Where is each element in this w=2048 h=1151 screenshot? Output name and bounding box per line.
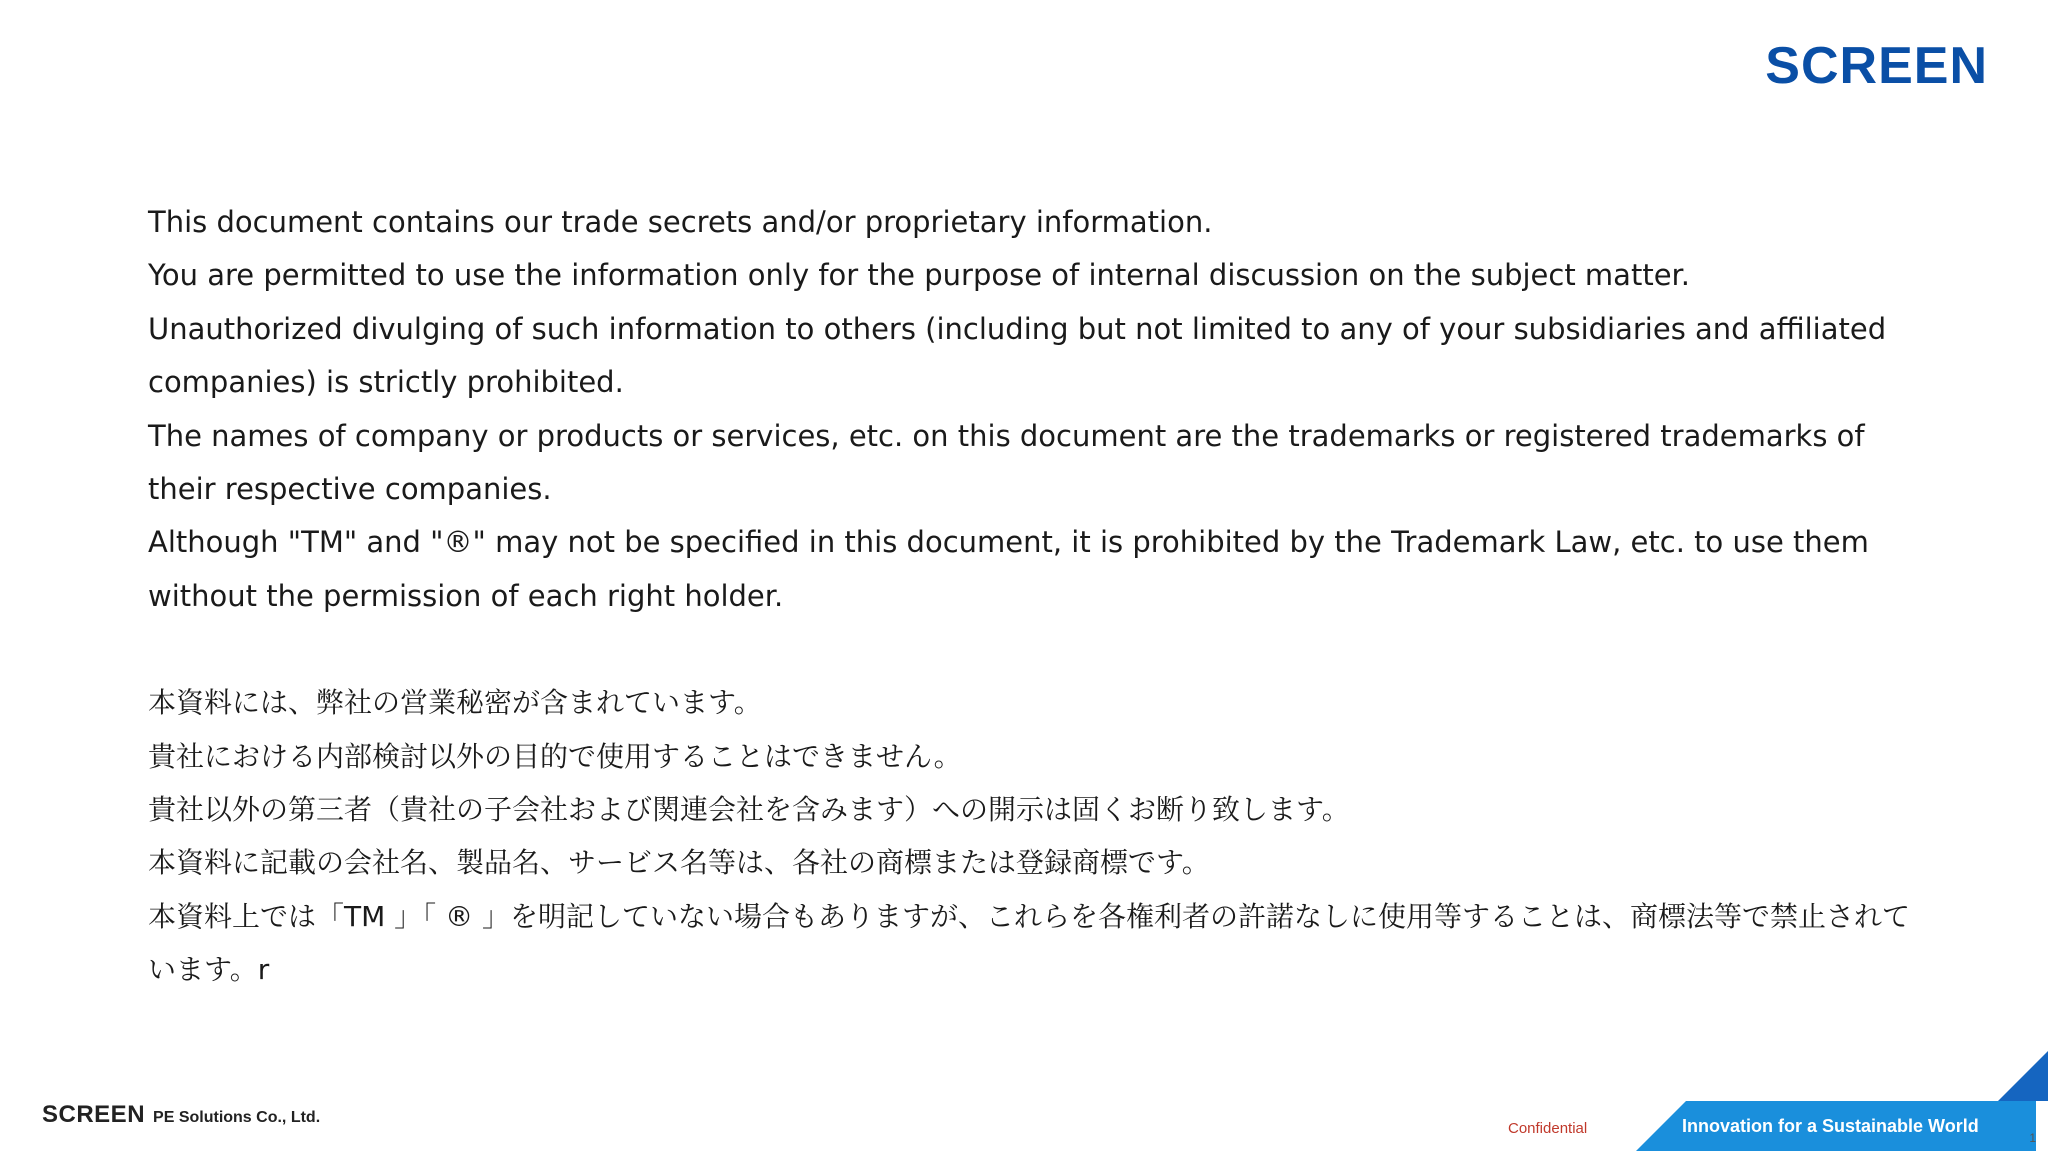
screen-logo: SCREEN [1765, 37, 1988, 95]
notice-paragraph-jp: 本資料上では「TM 」「 ® 」を明記していない場合もありますが、これらを各権利者の許諾なしに使用等することは、商標法等で禁止されています。r [148, 899, 1910, 987]
notice-paragraph: You are permitted to use the information only for the purpose of internal discussion on the subject matter. [148, 258, 1691, 293]
notice-content [148, 196, 1928, 997]
notice-paragraph-jp: 本資料に記載の会社名、製品名、サービス名等は、各社の商標または登録商標です。 [148, 846, 1210, 880]
english-notice [148, 196, 1928, 623]
page-number: 1 [2029, 1131, 2036, 1145]
footer-company-name: PE Solutions Co., Ltd. [153, 1109, 321, 1126]
slogan-text: Innovation for a Sustainable World [1682, 1116, 1979, 1136]
footer-logo [42, 1101, 320, 1129]
notice-paragraph-jp: 本資料には、弊社の営業秘密が含まれています。 [148, 686, 762, 720]
notice-paragraph: Although "TM" and "®" may not be specified in this document, it is prohibited by the Trademark Law, etc. to use them without the permission of each right holder. [148, 525, 1869, 613]
corner-triangle-decoration [1998, 1051, 2048, 1101]
notice-paragraph: Unauthorized divulging of such information to others (including but not limited to any of your subsidiaries and affiliated companies) is strictly prohibited. [148, 311, 1887, 400]
confidential-label: Confidential [1508, 1120, 1588, 1137]
notice-paragraph: The names of company or products or services, etc. on this document are the trademarks or registered trademarks of their respective companies. [148, 418, 1865, 507]
footer-brand: SCREEN [42, 1101, 146, 1128]
notice-paragraph-jp: 貴社以外の第三者（貴社の子会社および関連会社を含みます）への開示は固くお断り致します。 [148, 793, 1350, 827]
notice-paragraph-jp: 貴社における内部検討以外の目的で使用することはできません。 [148, 739, 962, 773]
japanese-notice [148, 676, 1928, 996]
notice-paragraph: This document contains our trade secrets and/or proprietary information. [148, 205, 1213, 239]
